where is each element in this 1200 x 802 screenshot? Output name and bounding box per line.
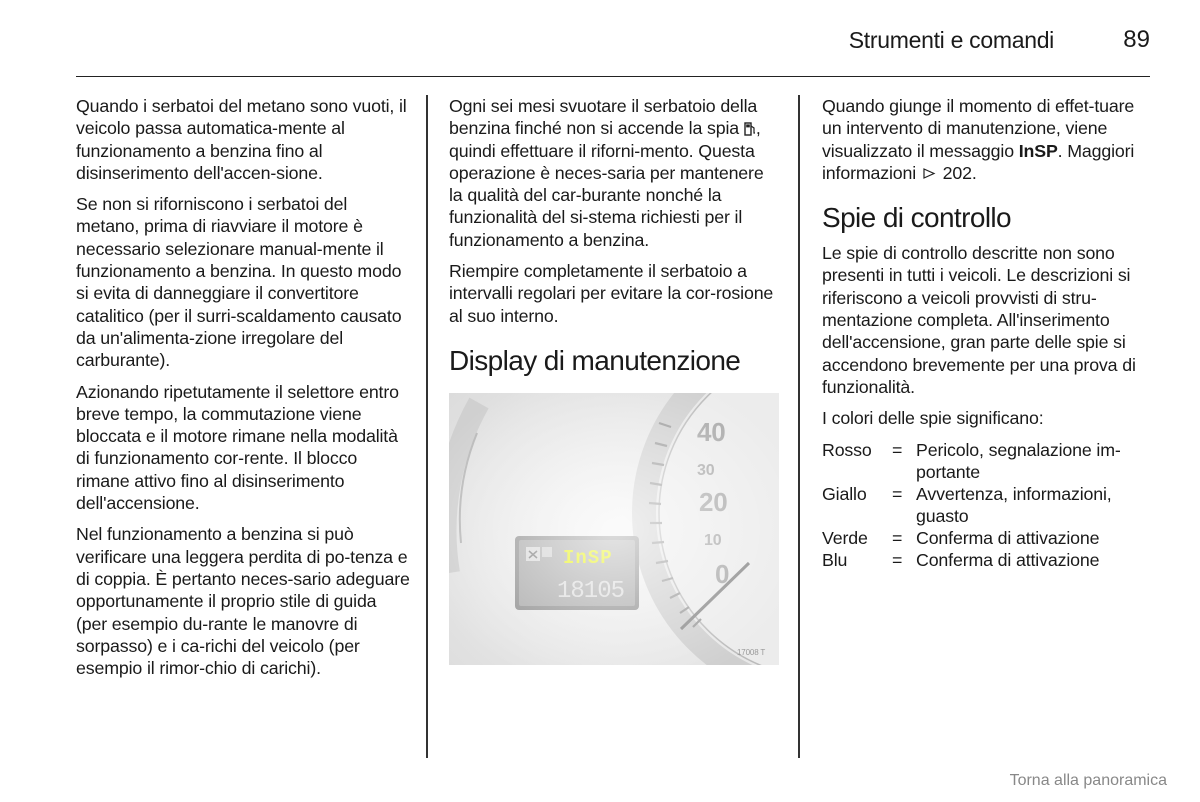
color-name: Verde [822,527,868,548]
instrument-cluster-illustration [449,393,779,665]
column-1 [76,95,411,688]
paragraph: Riempire completamente il serbatoio a intervalli regolari per evitare la cor-rosione al suo interno. [449,261,774,326]
paragraph: Nel funzionamento a benzina si può verificare una leggera perdita di po-tenza e di coppia. È pertanto neces-sario adeguare opportunamente il proprio stile di guida (per esempio du-rante le manovre di sorpasso) e i ca-richi del veicolo (per esempio il rimor-chio di carichi). [76,524,410,679]
fuel-pump-icon [744,122,756,136]
paragraph: Ogni sei mesi svuotare il serbatoio della benzina finché non si accende la spia , quindi effettuare il riforni-mento. Questa operazione è neces-saria per mantenere la qualità del car-burante nonché la funzionalità del si-stema richiesti per il funzionamento a benzina. [449,96,764,250]
color-meaning: Pericolo, segnalazione im-portante [916,439,1121,482]
column-3 [822,95,1152,571]
instrument-cluster-image [449,393,779,665]
paragraph: Quando i serbatoi del metano sono vuoti, il veicolo passa automatica-mente al funzionamento a benzina fino al disinserimento dell'accen-sione. [76,96,407,183]
section-heading: Display di manutenzione [449,344,741,376]
section-title: Strumenti e comandi [848,27,1054,53]
color-eq: = [892,483,903,504]
color-meaning: Avvertenza, informazioni, guasto [916,483,1112,526]
color-eq: = [892,527,903,548]
paragraph: Se non si riforniscono i serbatoi del metano, prima di riavviare il motore è necessario selezionare manual-mente il funzionamento a benzina. In questo modo si evita di danneggiare il convertitore catalitico (per il surri-scaldamento causato da un'alimenta-zione irregolare del carburante). [76,194,402,371]
page-header [76,22,1150,77]
color-eq: = [892,549,903,570]
page-reference[interactable]: 202. [942,162,977,183]
back-to-overview-link[interactable]: Torna alla panoramica [1009,772,1167,789]
section-heading: Spie di controllo [822,202,1012,234]
paragraph: I colori delle spie significano: [822,408,1044,429]
color-meaning: Conferma di attivazione [916,549,1100,570]
paragraph: Quando giunge il momento di effet-tuare un intervento di manutenzione, viene visualizzato il messaggio InSP. Maggiori informazioni 202. [822,96,1135,183]
color-legend [822,439,1152,571]
column-divider [426,95,428,758]
color-name: Blu [822,549,848,570]
paragraph: Le spie di controllo descritte non sono presenti in tutti i veicoli. Le descrizioni si riferiscono a veicoli provvisti di stru-mentazione completa. All'inserimento dell'accensione, gran parte delle spie si accendono brevemente per una prova di funzionalità. [822,243,1136,397]
figure-code: 17008 T [737,647,766,657]
column-2 [449,95,779,665]
color-meaning: Conferma di attivazione [916,527,1100,548]
paragraph: Azionando ripetutamente il selettore entro breve tempo, la commutazione viene bloccata e il motore rimane nella modalità di funzionamento cor-rente. Il blocco rimane attivo fino al disinserimento dell'accensione. [76,381,399,514]
color-eq: = [892,439,903,460]
column-divider [798,95,800,758]
page-number: 89 [1123,26,1150,53]
insp-message: InSP [1018,140,1058,161]
cross-reference-arrow-icon [923,167,936,180]
color-name: Giallo [822,483,867,504]
color-name: Rosso [822,439,872,460]
